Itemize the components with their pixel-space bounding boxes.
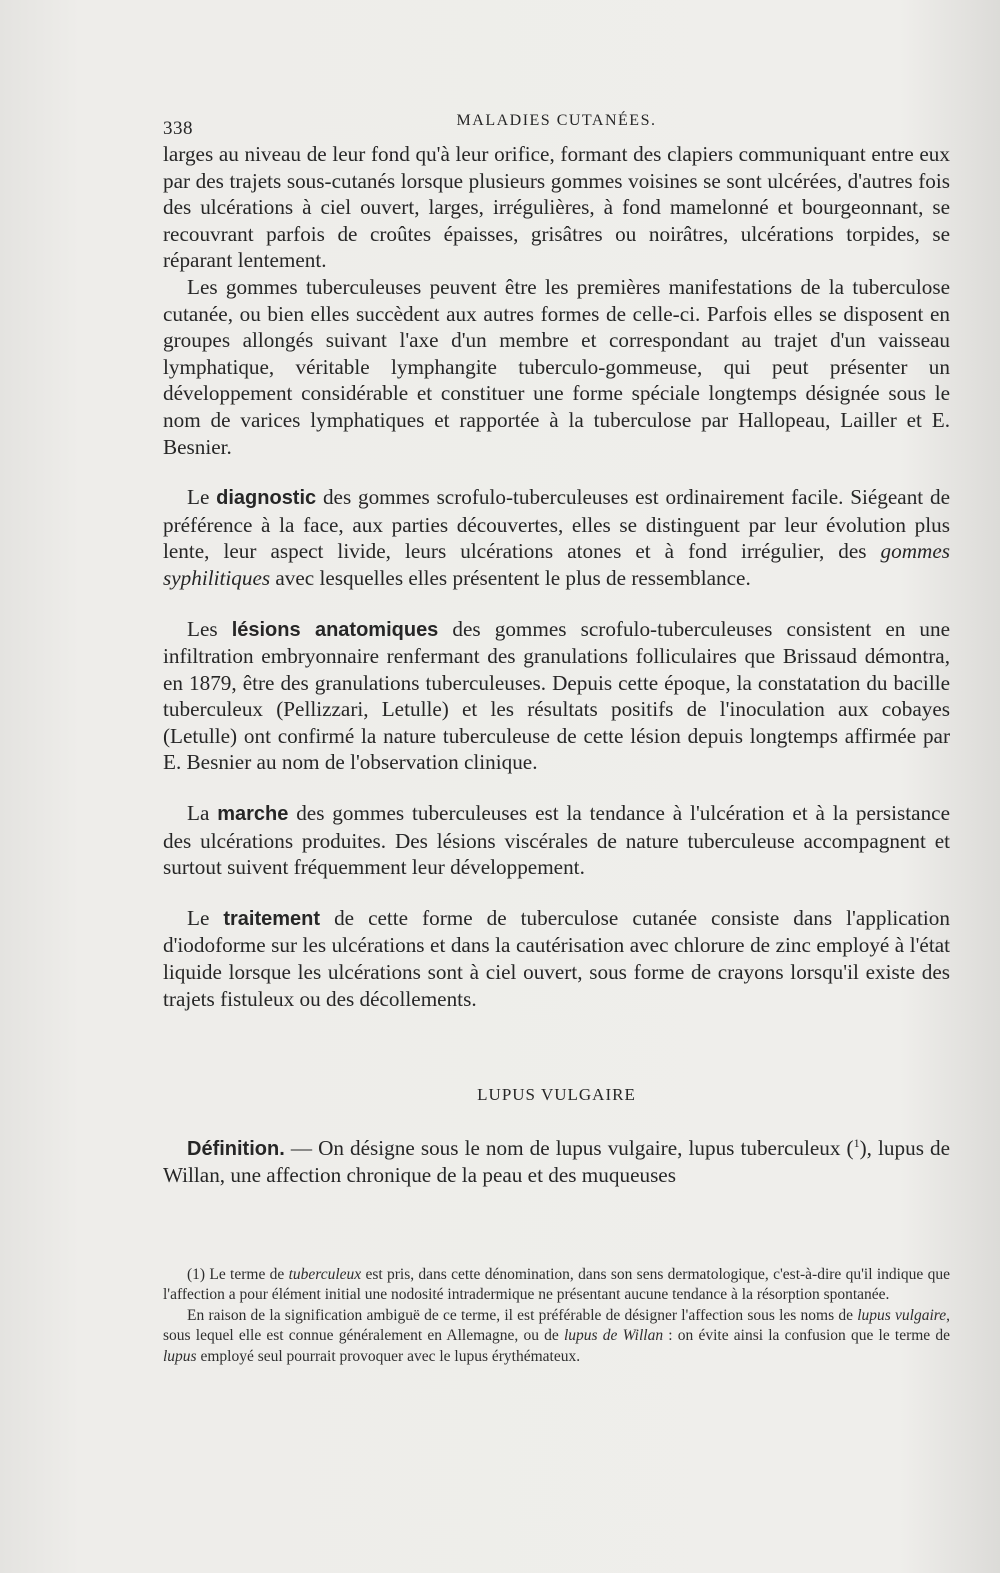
keyword-traitement: traitement [223, 907, 321, 930]
text-run: des gommes scrofulo-tuberculeuses est ordinairement facile. Siégeant de préférence à la face, aux parties découvertes, elles se distinguent par leur évolution plus lente, leur aspect livide, leurs ulcérations atones et à fond irrégulier, des [163, 485, 950, 564]
paragraph-diagnostic [163, 484, 950, 591]
footnote-ref: 1 [853, 1135, 860, 1150]
italic-term: lupus de Willan [563, 1327, 664, 1345]
italic-term: lupus vulgaire [857, 1306, 947, 1324]
text-run: Le terme de [205, 1266, 289, 1283]
page-number: 338 [163, 118, 193, 139]
keyword-definition: Définition. [187, 1137, 285, 1160]
text-run: Les [187, 616, 232, 641]
running-title: MALADIES CUTANÉES. [456, 112, 657, 129]
keyword-lesions: lésions anatomiques [231, 618, 439, 641]
footnote-1 [163, 1265, 950, 1306]
paragraph-traitement [163, 905, 950, 1012]
paragraph-continuation: larges au niveau de leur fond qu'à leur orifice, formant des clapiers communiquant entre eux par des trajets sous-cutanés lorsque plusieurs gommes voisines se sont ulcérées, d'autres fois des ulcérations à ciel ouvert, larges, irrégulières, à fond mamelonné et bourgeonnant, se recouvrant parfois de croûtes épaisses, grisâtres ou noirâtres, ulcérations torpides, se réparant lentement. [163, 142, 950, 273]
text-run: de cette forme de tuberculose cutanée consiste dans l'application d'iodoforme sur les ulcérations et dans la cautérisation avec chlorure de zinc employé à l'état liquide lorsque les ulcérations sont à ciel ouvert, sous forme de crayons lorsqu'il existe des trajets fistuleux ou des décollements. [163, 905, 950, 1011]
footnote-1-continued [163, 1306, 950, 1367]
paragraph-forms: Les gommes tuberculeuses peuvent être les premières manifestations de la tuberculose cutanée, ou bien elles succèdent aux autres formes de celle-ci. Parfois elles se disposent en groupes allongés suivant l'axe d'un membre et correspondant au trajet d'un vaisseau lymphatique, véritable lymphangite tuberculo-gommeuse, qui peut présenter un développement considérable et constituer une forme spéciale longtemps désignée sous le nom de varices lymphatiques et rapportée à la tuberculose par Hallopeau, Lailler et E. Besnier. [163, 274, 950, 459]
page-header [163, 112, 950, 144]
text-run: ), lupus de Willan, une affection chronique de la peau et des muqueuses [163, 1135, 951, 1188]
text-run: La [187, 801, 218, 826]
text-run: des gommes scrofulo-tuberculeuses consistent en une infiltration embryonnaire renfermant des granulations folliculaires que Brissaud démontra, en 1879, être des granulations tuberculeuses. Depuis cette époque, la constatation du bacille tuberculeux (Pellizzari, Letulle) et les résultats positifs de l'inoculation aux cobayes (Letulle) ont confirmé la nature tuberculeuse de cette lésion depuis longtemps affirmée par E. Besnier au nom de l'observation clinique. [163, 616, 950, 775]
footnotes [163, 1265, 950, 1367]
text-run: , sous lequel elle est connue généralement en Allemagne, ou de [163, 1306, 950, 1345]
paragraph-marche [163, 800, 950, 881]
paragraph-lesions [163, 616, 950, 777]
text-run: des gommes tuberculeuses est la tendance à l'ulcération et à la persistance des ulcérations produites. Des lésions viscérales de nature tuberculeuse accompagnent et surtout suivent fréquemment leur développement. [163, 801, 950, 880]
italic-term: lupus [163, 1347, 197, 1365]
main-text [163, 141, 950, 1189]
section-title: LUPUS VULGAIRE [477, 1085, 636, 1105]
text-run: employé seul pourrait provoquer avec le lupus érythémateux. [196, 1347, 581, 1365]
text-run: Le [187, 485, 217, 510]
text-run: Le [187, 905, 224, 930]
text-run: avec lesquelles elles présentent le plus de ressemblance. [270, 565, 751, 590]
footnote-marker: (1) [187, 1266, 206, 1283]
keyword-diagnostic: diagnostic [216, 487, 317, 510]
text-run: En raison de la signification ambiguë de ce terme, il est préférable de désigner l'affection sous les noms de [187, 1306, 858, 1324]
keyword-marche: marche [217, 803, 289, 826]
text-run: — On désigne sous le nom de lupus vulgaire, lupus tuberculeux ( [284, 1135, 854, 1160]
italic-term: gommes syphilitiques [163, 539, 950, 590]
paragraph-definition [163, 1135, 950, 1189]
italic-term: tuberculeux [288, 1266, 362, 1283]
text-run: : on évite ainsi la confusion que le terme de [663, 1327, 951, 1345]
text-run: est pris, dans cette dénomination, dans son sens dermatologique, c'est-à-dire qu'il indique que l'affection a pour élément initial une nodosité intradermique ne présentant aucune tendance à la résorption spontanée. [163, 1266, 950, 1304]
